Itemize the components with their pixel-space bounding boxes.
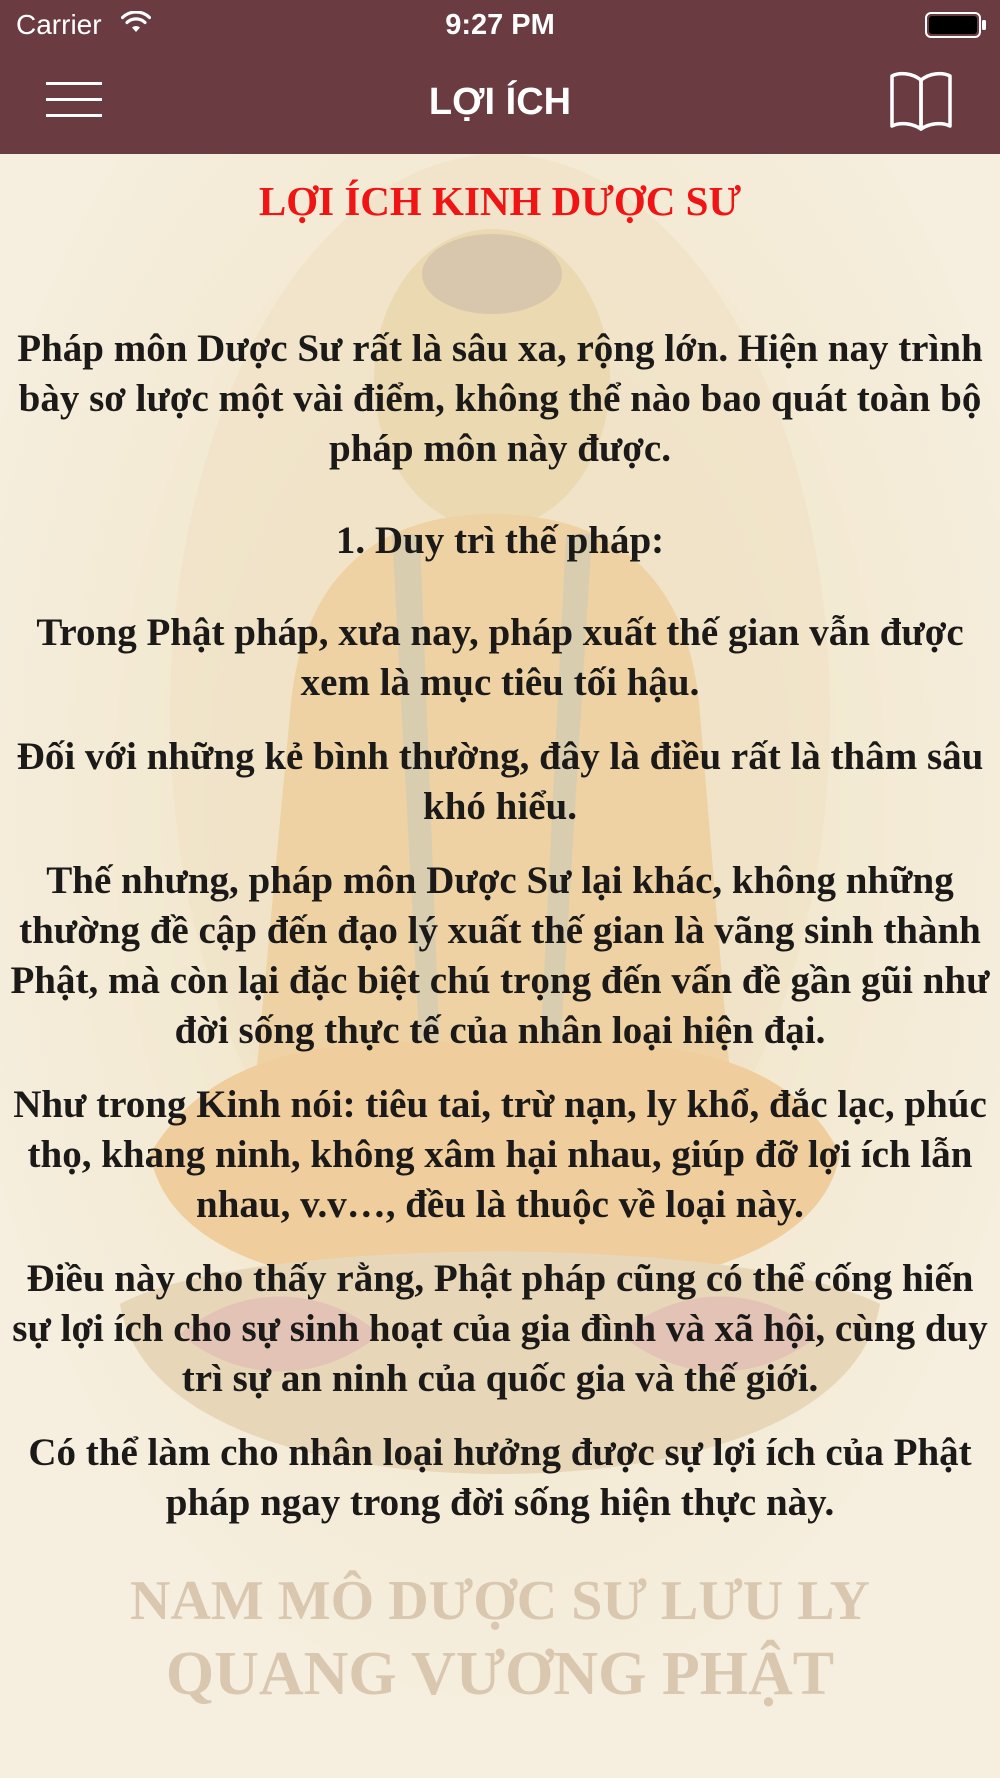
content-area[interactable] [0, 154, 1000, 1778]
paragraph: Điều này cho thấy rằng, Phật pháp cũng có thể cống hiến sự lợi ích cho sự sinh hoạt của gia đình và xã hội, cùng duy trì sự an ninh của quốc gia và thế giới. [12, 1257, 988, 1400]
hamburger-menu-icon[interactable] [46, 80, 102, 120]
open-book-icon[interactable] [888, 68, 954, 132]
carrier-label: Carrier [16, 9, 102, 40]
background-inscription-line2: QUANG VƯƠNG PHẬT [165, 1640, 835, 1708]
section-heading: 1. Duy trì thế pháp: [335, 519, 665, 562]
paragraph: Đối với những kẻ bình thường, đây là điều rất là thâm sâu khó hiểu. [16, 735, 984, 828]
paragraph: Có thể làm cho nhân loại hưởng được sự lợi ích của Phật pháp ngay trong đời sống hiện thực này. [28, 1431, 972, 1524]
status-bar [0, 0, 1000, 50]
paragraph: Trong Phật pháp, xưa nay, pháp xuất thế gian vẫn được xem là mục tiêu tối hậu. [36, 611, 964, 704]
status-time: 9:27 PM [445, 9, 555, 41]
navigation-bar [0, 50, 1000, 154]
paragraph: Như trong Kinh nói: tiêu tai, trừ nạn, ly khổ, đắc lạc, phúc thọ, khang ninh, không xâm hại nhau, giúp đỡ lợi ích lẫn nhau, v.v…, đều là thuộc về loại này. [13, 1083, 987, 1226]
article-body [10, 176, 990, 1650]
article-title: LỢI ÍCH KINH DƯỢC SƯ [258, 178, 742, 224]
paragraph: Thế nhưng, pháp môn Dược Sư lại khác, không những thường đề cập đến đạo lý xuất thế gian là vãng sinh thành Phật, mà còn lại đặc biệt chú trọng đến vấn đề gần gũi như đời sống thực tế của nhân loại hiện đại. [10, 859, 990, 1052]
intro-paragraph: Pháp môn Dược Sư rất là sâu xa, rộng lớn. Hiện nay trình bày sơ lược một vài điểm, không thể nào bao quát toàn bộ pháp môn này được. [17, 327, 983, 470]
battery-icon [925, 12, 987, 38]
page-title: LỢI ÍCH [428, 81, 572, 123]
background-inscription-line1: NAM MÔ DƯỢC SƯ LƯU LY [130, 1570, 870, 1632]
